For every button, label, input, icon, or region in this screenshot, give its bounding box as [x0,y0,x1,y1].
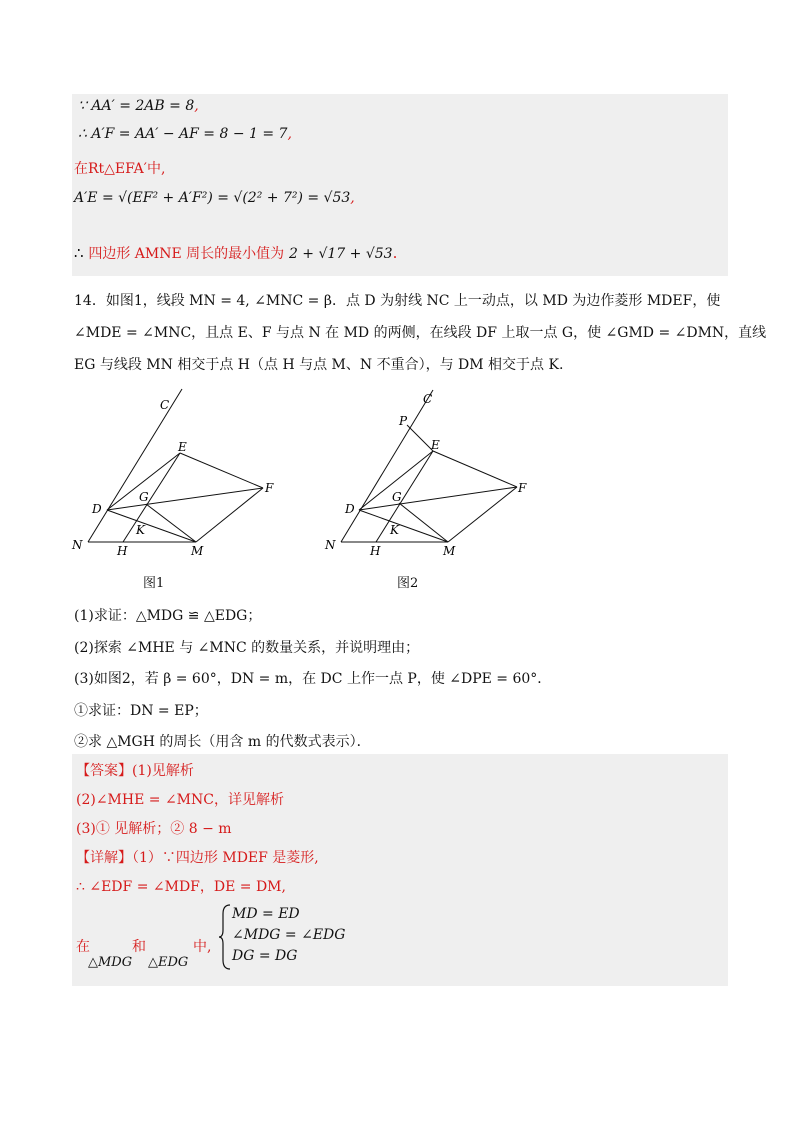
question-2: (2)探索 ∠MHE 与 ∠MNC 的数量关系，并说明理由； [74,640,420,656]
sol-line-5: ∴ 四边形 AMNE 周长的最小值为 2 + √17 + √53. [74,244,398,262]
label-e-2: E [431,438,440,452]
figure-2-caption: 图2 [397,576,419,591]
label-f: F [265,481,274,495]
label-p: P [399,414,408,428]
triangle-mdg: △MDG [88,955,133,970]
problem-line-1: 14．如图1，线段 MN = 4, ∠MNC = β．点 D 为射线 NC 上一动点，以 MD 为边作菱形 MDEF，使 [74,293,721,309]
label-f-2: F [518,481,527,495]
problem-line-3: EG 与线段 MN 相交于点 H（点 H 与点 M、N 不重合），与 DM 相交于点 K. [74,357,564,373]
label-k-2: K [390,523,399,537]
figure-1-caption: 图1 [143,576,165,591]
segment-ef-2 [433,451,517,487]
segment-md-2 [359,510,448,542]
question-3a: ①求证：DN = EP； [74,703,208,719]
label-m-2: M [443,544,456,558]
equation-system [232,904,345,967]
label-k: K [136,523,145,537]
detail-line-1: 【详解】（1）∵四边形 MDEF 是菱形, [76,850,319,866]
figure-1 [60,385,290,565]
label-h: H [117,544,128,558]
label-d: D [92,502,102,516]
system-row-1: MD = ED [232,906,300,922]
label-m: M [191,544,204,558]
figure-2 [315,385,545,565]
question-3: (3)如图2，若 β = 60°，DN = m，在 DC 上作一点 P，使 ∠DPE = 60°． [74,671,552,687]
segment-gm [146,504,196,542]
segment-eh [123,453,180,542]
question-1: (1)求证：△MDG ≌ △EDG； [74,608,262,624]
detail-line-3-b: 和 [132,939,146,955]
label-n-2: N [325,538,336,552]
segment-gm-2 [399,503,448,542]
system-brace [218,904,232,970]
label-n: N [72,538,83,552]
system-row-2: ∠MDG = ∠EDG [232,927,346,943]
sol-line-4: A′E = √(EF² + A′F²) = √(2² + 7²) = √53, [74,190,355,206]
detail-line-2: ∴ ∠EDF = ∠MDF，DE = DM, [76,879,286,895]
segment-eh-2 [376,451,433,542]
sol-line-1: ∵ AA′ = 2AB = 8, [78,98,199,114]
question-3b: ②求 △MGH 的周长（用含 m 的代数式表示）． [74,734,371,750]
answer-line-3: (3)① 见解析；② 8 − m [76,821,232,837]
label-e: E [178,440,187,454]
label-d-2: D [345,502,355,516]
segment-md [107,510,196,542]
label-g: G [139,490,149,504]
segment-df-2 [359,487,517,510]
answer-line-2: (2)∠MHE = ∠MNC，详见解析 [76,792,284,808]
answer-line-1: 【答案】(1)见解析 [76,763,194,779]
label-h-2: H [370,544,381,558]
sol-line-3: 在Rt△EFA′中, [74,161,166,177]
label-c-2: C [423,392,433,406]
sol-line-2: ∴ A′F = AA′ − AF = 8 − 1 = 7, [78,126,292,142]
detail-line-3-a: 在 [76,939,90,955]
triangle-edg: △EDG [148,955,189,970]
problem-line-2: ∠MDE = ∠MNC，且点 E、F 与点 N 在 MD 的两侧，在线段 DF 上取一点 G，使 ∠GMD = ∠DMN，直线 [74,325,767,341]
segment-ef [180,453,263,488]
segment-pe [407,425,433,451]
system-row-3: DG = DG [232,948,298,964]
label-g-2: G [392,490,402,504]
label-c: C [160,398,170,412]
detail-line-3-c: 中, [193,939,212,955]
